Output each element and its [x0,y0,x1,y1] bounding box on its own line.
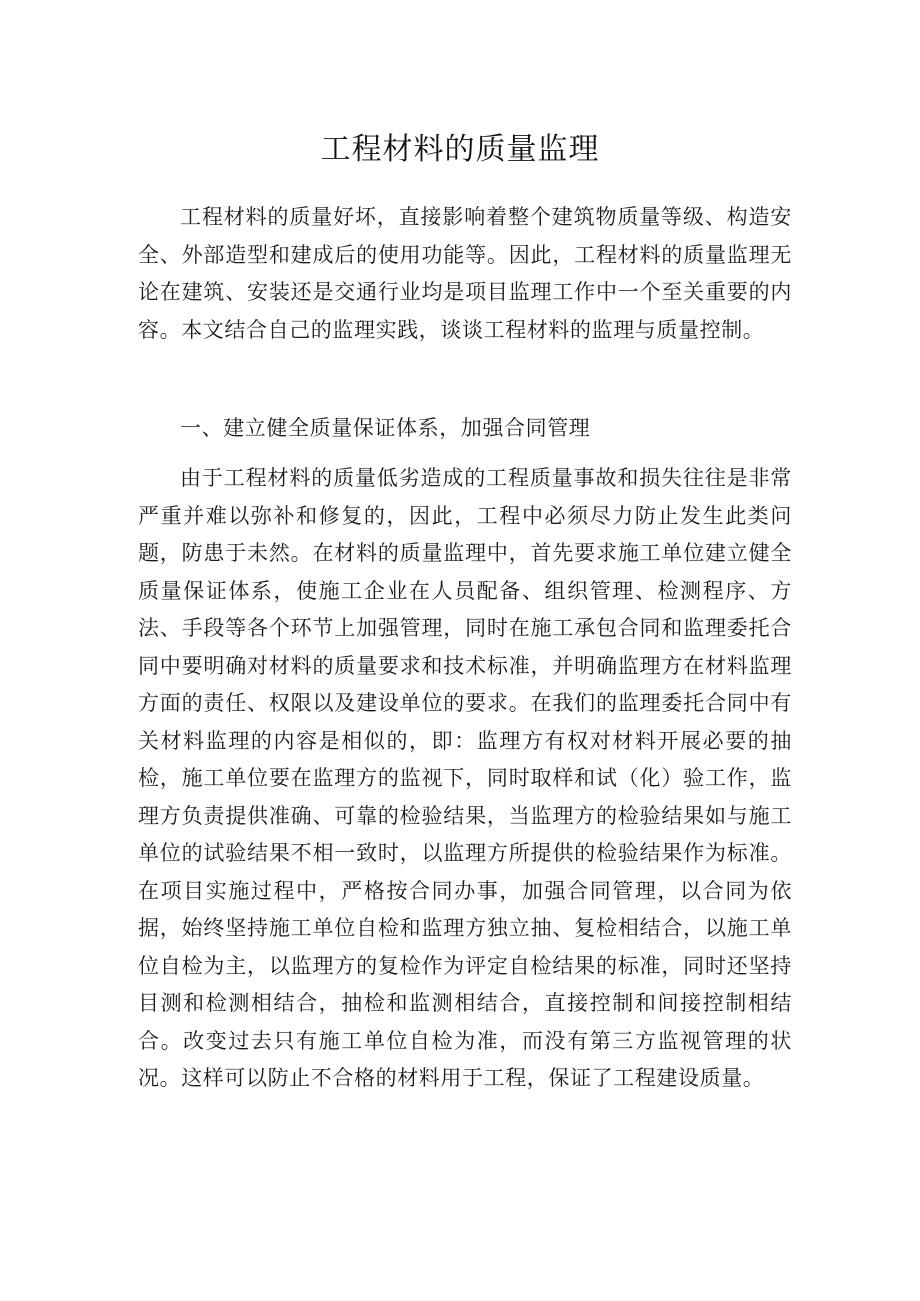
document-title: 工程材料的质量监理 [320,132,600,167]
body-paragraph: 由于工程材料的质量低劣造成的工程质量事故和损失往往是非常严重并难以弥补和修复的，因此，工程中必须尽力防止发生此类问题，防患于未然。在材料的质量监理中，首先要求施工单位建立健全质量保证体系，使施工企业在人员配备、组织管理、检测程序、方法、手段等各个环节上加强管理，同时在施工承包合同和监理委托合同中要明确对材料的质量要求和技术标准，并明确监理方在材料监理方面的责任、权限以及建设单位的要求。在我们的监理委托合同中有关材料监理的内容是相似的，即：监理方有权对材料开展必要的抽检，施工单位要在监理方的监视下，同时取样和试（化）验工作，监理方负责提供准确、可靠的检验结果，当监理方的检验结果如与施工单位的试验结果不相一致时，以监理方所提供的检验结果作为标准。在项目实施过程中，严格按合同办事，加强合同管理，以合同为依据，始终坚持施工单位自检和监理方独立抽、复检相结合，以施工单位自检为主，以监理方的复检作为评定自检结果的标准，同时还坚持目测和检测相结合，抽检和监测相结合，直接控制和间接控制相结合。改变过去只有施工单位自检为准，而没有第三方监视管理的状况。这样可以防止不合格的材料用于工程，保证了工程建设质量。 [138,466,792,1090]
intro-paragraph: 工程材料的质量好坏，直接影响着整个建筑物质量等级、构造安全、外部造型和建成后的使用功能等。因此，工程材料的质量监理无论在建筑、安装还是交通行业均是项目监理工作中一个至关重要的内容。本文结合自己的监理实践，谈谈工程材料的监理与质量控制。 [138,205,792,342]
section-heading: 一、建立健全质量保证体系，加强合同管理 [180,416,591,440]
